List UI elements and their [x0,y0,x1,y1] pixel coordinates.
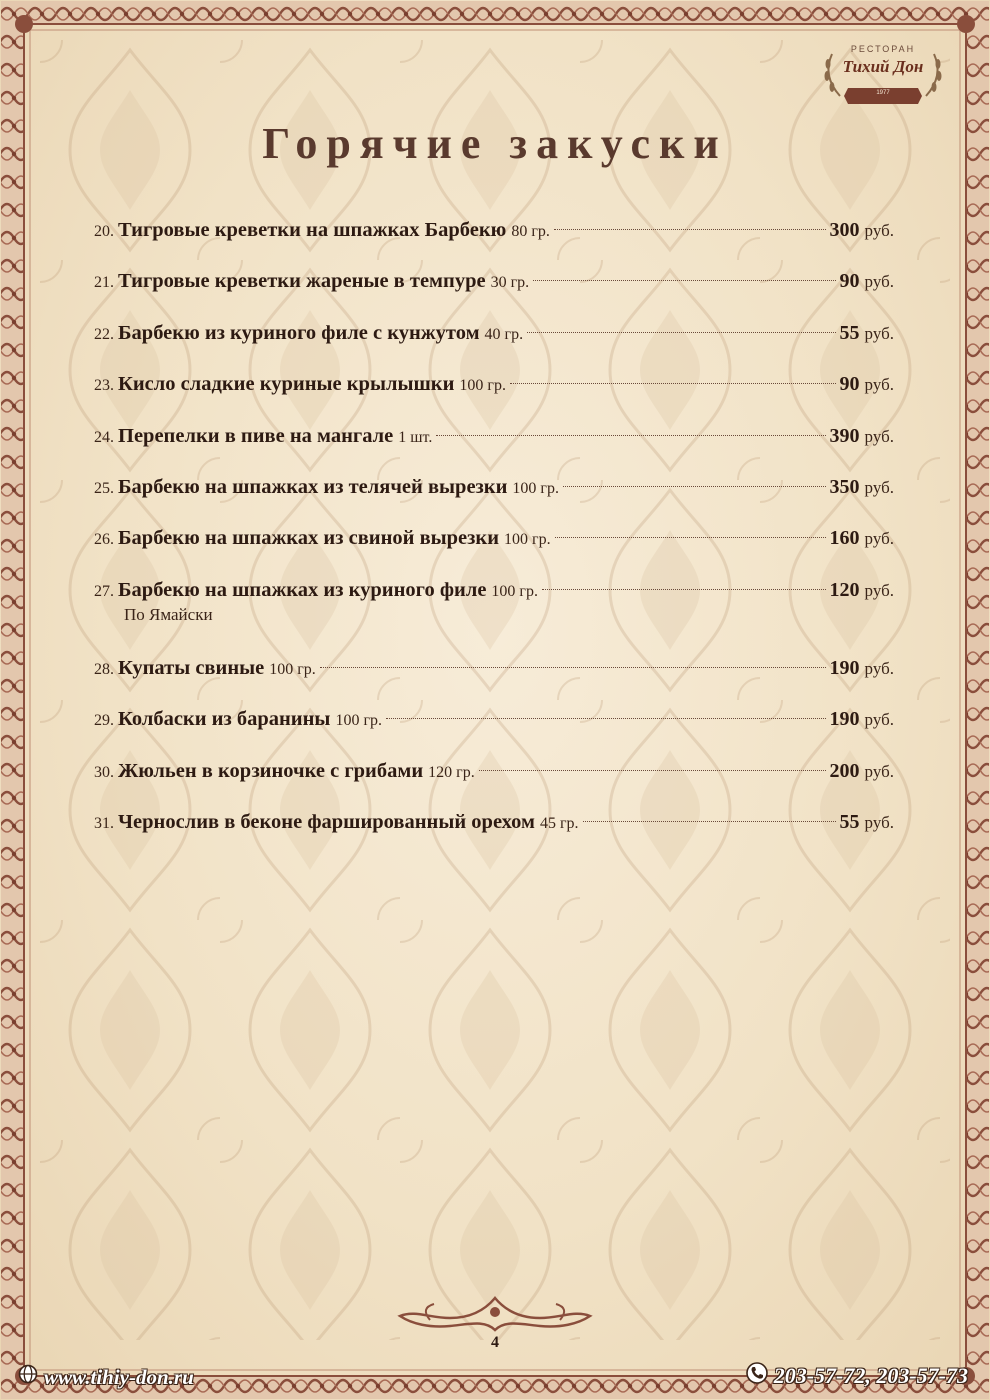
menu-item-currency: руб. [864,426,894,446]
menu-item [94,212,894,263]
menu-item-currency: руб. [864,323,894,343]
menu-item [94,263,894,314]
menu-item [94,469,894,520]
menu-item-portion: 30 гр. [490,274,530,292]
menu-item-number: 28. [94,660,114,678]
menu-item-name: Чернослив в беконе фаршированный орехом [118,810,535,833]
menu-item-price: 160 [829,527,860,550]
menu-item-row [94,520,894,558]
menu-item-currency: руб. [864,761,894,781]
leader-dots [436,435,825,436]
menu-item-number: 29. [94,712,114,730]
menu-item-row [94,804,894,842]
menu-item-currency: руб. [864,580,894,600]
leader-dots [320,667,826,668]
menu-item-name: Колбаски из баранины [118,708,331,731]
menu-item-portion: 100 гр. [504,531,551,549]
menu-item-portion: 45 гр. [539,814,579,832]
menu-item-number: 30. [94,763,114,781]
leader-dots [527,332,835,333]
logo-name: Тихий Дон [842,57,924,76]
phone-icon [746,1362,768,1390]
logo-year: 1977 [876,90,890,96]
menu-item-name: Барбекю из куриного филе с кунжутом [118,321,480,344]
menu-item-name: Купаты свиные [118,656,265,679]
menu-item-name: Тигровые креветки жареные в темпуре [118,270,486,293]
menu-item [94,804,894,855]
globe-icon [18,1364,38,1390]
menu-item-price: 55 [839,321,860,344]
menu-item-row [94,315,894,353]
menu-item-row [94,753,894,791]
menu-item-portion: 120 гр. [428,763,475,781]
menu-item-portion: 100 гр. [269,660,316,678]
leader-dots [479,770,826,771]
menu-item [94,572,894,650]
leader-dots [554,229,826,230]
phones-text: 203-57-72, 203-57-73 [773,1363,968,1388]
leader-dots [555,537,826,538]
menu-item [94,753,894,804]
website-text: www.tihiy-don.ru [44,1364,194,1389]
menu-item [94,418,894,469]
menu-item-price: 120 [829,578,860,601]
menu-item-price: 300 [829,219,860,241]
flourish-ornament [390,1290,600,1340]
leader-dots [510,383,836,384]
menu-item-portion: 80 гр. [511,223,550,240]
menu-item-name: Перепелки в пиве на мангале [118,424,394,447]
menu-item-row [94,263,894,301]
menu-item-price: 190 [829,708,860,731]
menu-item [94,366,894,417]
menu-item-currency: руб. [864,272,894,292]
menu-item-number: 25. [94,479,114,497]
menu-item-currency: руб. [864,477,894,497]
menu-item-portion: 100 гр. [491,582,538,600]
menu-item-portion: 100 гр. [512,479,559,497]
menu-item-portion: 100 гр. [459,377,506,395]
menu-item-number: 26. [94,531,114,549]
menu-item-number: 24. [94,428,114,446]
page-title: Горячие закуски [262,119,728,168]
logo-label: РЕСТОРАН [850,44,916,54]
menu-item-row [94,212,894,250]
menu-item-price: 55 [839,810,860,833]
menu-item-number: 22. [94,325,114,343]
menu-item-row [94,701,894,739]
leader-dots [542,589,826,590]
menu-item-price: 190 [829,656,860,679]
menu-item [94,650,894,701]
menu-item-portion: 100 гр. [335,712,382,730]
menu-item-row [94,650,894,688]
restaurant-logo [818,36,948,108]
leader-dots [583,821,836,822]
menu-item-currency: руб. [864,375,894,395]
menu-item [94,520,894,571]
page-number: 4 [491,1334,499,1351]
menu-item-portion: 1 шт. [398,428,433,446]
menu-item-currency: руб. [864,812,894,832]
menu-item-number: 23. [94,377,114,395]
menu-item-price: 90 [839,373,860,396]
menu-item-number: 27. [94,582,114,600]
menu-item-currency: руб. [864,658,894,678]
menu-item-currency: руб. [864,710,894,730]
menu-item-note: По Ямайски [124,604,213,624]
menu-item [94,701,894,752]
menu-item-currency: руб. [864,221,894,240]
menu-list [94,212,894,855]
menu-item-row [94,469,894,507]
menu-item-portion: 40 гр. [484,325,524,343]
menu-item-row [94,572,894,610]
leader-dots [563,486,826,487]
menu-item-price: 200 [829,759,860,782]
menu-item-currency: руб. [864,529,894,549]
menu-item-number: 20. [94,223,114,240]
menu-item [94,315,894,366]
website-link[interactable] [18,1364,194,1390]
menu-item-number: 21. [94,274,114,292]
menu-item-row [94,418,894,456]
menu-item-price: 390 [829,424,860,447]
phone-numbers [746,1362,968,1390]
footer [0,1360,990,1400]
menu-item-name: Барбекю на шпажках из свиной вырезки [118,527,500,550]
menu-item-name: Жюльен в корзиночке с грибами [118,759,424,782]
leader-dots [386,718,826,719]
menu-item-name: Кисло сладкие куриные крылышки [118,373,455,396]
leader-dots [533,280,835,281]
menu-item-price: 350 [829,475,860,498]
menu-item-name: Тигровые креветки на шпажках Барбекю [118,219,507,241]
menu-item-price: 90 [839,270,860,293]
menu-item-name: Барбекю на шпажках из куриного филе [118,578,487,601]
menu-item-row [94,366,894,404]
menu-item-number: 31. [94,814,114,832]
menu-item-name: Барбекю на шпажках из телячей вырезки [118,475,508,498]
